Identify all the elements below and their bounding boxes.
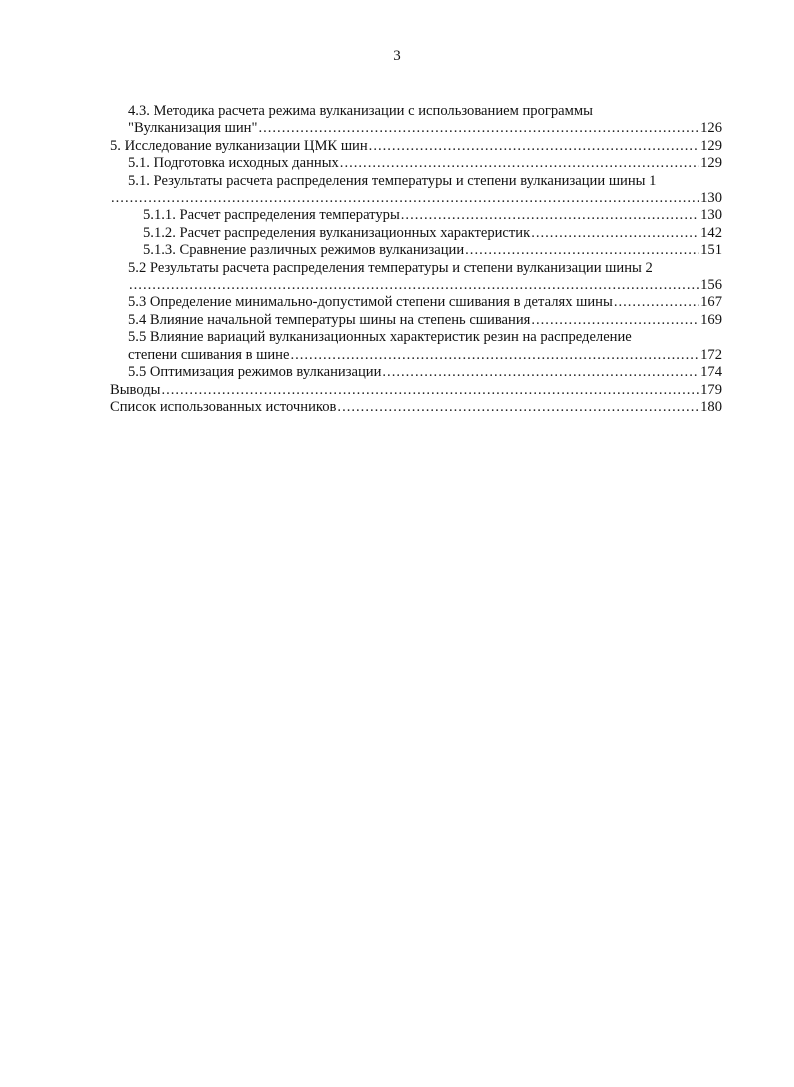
toc-entry-title: 4.3. Методика расчета режима вулканизации с использованием программы	[128, 103, 593, 119]
toc-page-number: 167	[700, 294, 722, 311]
toc-page-number: 129	[700, 155, 722, 172]
toc-page-number: 130	[700, 207, 722, 224]
toc-entry-title: 5.3 Определение минимально-допустимой степени сшивания в деталях шины	[128, 294, 613, 311]
dot-leader	[129, 277, 699, 294]
table-of-contents	[110, 103, 722, 416]
toc-entry-title: Список использованных источников	[110, 398, 337, 415]
dot-leader	[337, 399, 699, 416]
dot-leader	[465, 242, 699, 259]
toc-page-number: 151	[700, 242, 722, 259]
toc-entry-title: "Вулканизация шин"	[128, 120, 258, 137]
toc-entry-5-5-optimization[interactable]	[110, 364, 722, 381]
dot-leader	[401, 207, 699, 224]
toc-page-number: 174	[700, 364, 722, 381]
dot-leader	[340, 155, 699, 172]
page-number: 3	[393, 48, 401, 64]
dot-leader	[161, 382, 699, 399]
toc-entry-5-1-preparation[interactable]	[110, 155, 722, 172]
dot-leader	[614, 294, 699, 311]
toc-page-number: 156	[700, 277, 722, 294]
toc-entry-title: 5.1. Подготовка исходных данных	[128, 155, 339, 172]
toc-entry-5[interactable]	[110, 138, 722, 155]
toc-entry-title: 5.5 Влияние вариаций вулканизационных характеристик резин на распределение	[128, 329, 632, 346]
toc-entry-5-1-1[interactable]	[110, 207, 722, 224]
toc-entry-5-2[interactable]	[110, 260, 722, 295]
toc-page-number: 129	[700, 137, 722, 154]
toc-page-number: 172	[700, 346, 722, 363]
toc-entry-title: 5.1.2. Расчет распределения вулканизационных характеристик	[143, 224, 531, 241]
toc-entry-5-3[interactable]	[110, 294, 722, 311]
toc-entry-title: 5.5 Оптимизация режимов вулканизации	[128, 364, 382, 381]
toc-page-number: 130	[700, 190, 722, 207]
toc-entry-5-5-variations[interactable]	[110, 329, 722, 364]
toc-entry-title: Выводы	[110, 381, 161, 398]
toc-page-number: 180	[700, 398, 722, 415]
toc-entry-5-1-results[interactable]	[110, 173, 722, 208]
dot-leader	[258, 120, 699, 137]
toc-page-number: 169	[700, 311, 722, 328]
toc-entry-title: степени сшивания в шине	[128, 346, 290, 363]
toc-entry-5-4[interactable]	[110, 312, 722, 329]
dot-leader	[531, 225, 699, 242]
toc-entry-title: 5.4 Влияние начальной температуры шины на степень сшивания	[128, 311, 531, 328]
toc-entry-title: 5.1.3. Сравнение различных режимов вулканизации	[143, 242, 465, 259]
toc-page-number: 179	[700, 381, 722, 398]
toc-entry-title: 5. Исследование вулканизации ЦМК шин	[110, 137, 368, 154]
dot-leader	[382, 364, 699, 381]
toc-entry-references[interactable]	[110, 399, 722, 416]
dot-leader	[290, 347, 699, 364]
toc-entry-4-3[interactable]	[110, 103, 722, 138]
toc-entry-conclusions[interactable]	[110, 382, 722, 399]
toc-entry-title: 5.2 Результаты расчета распределения температуры и степени вулканизации шины 2	[128, 259, 653, 276]
toc-page-number: 142	[700, 224, 722, 241]
toc-entry-5-1-3[interactable]	[110, 242, 722, 259]
dot-leader	[111, 190, 699, 207]
toc-entry-5-1-2[interactable]	[110, 225, 722, 242]
toc-entry-title: 5.1. Результаты расчета распределения температуры и степени вулканизации шины 1	[128, 172, 657, 189]
toc-page-number: 126	[700, 120, 722, 137]
dot-leader	[531, 312, 699, 329]
dot-leader	[369, 138, 699, 155]
toc-entry-title: 5.1.1. Расчет распределения температуры	[143, 207, 400, 224]
